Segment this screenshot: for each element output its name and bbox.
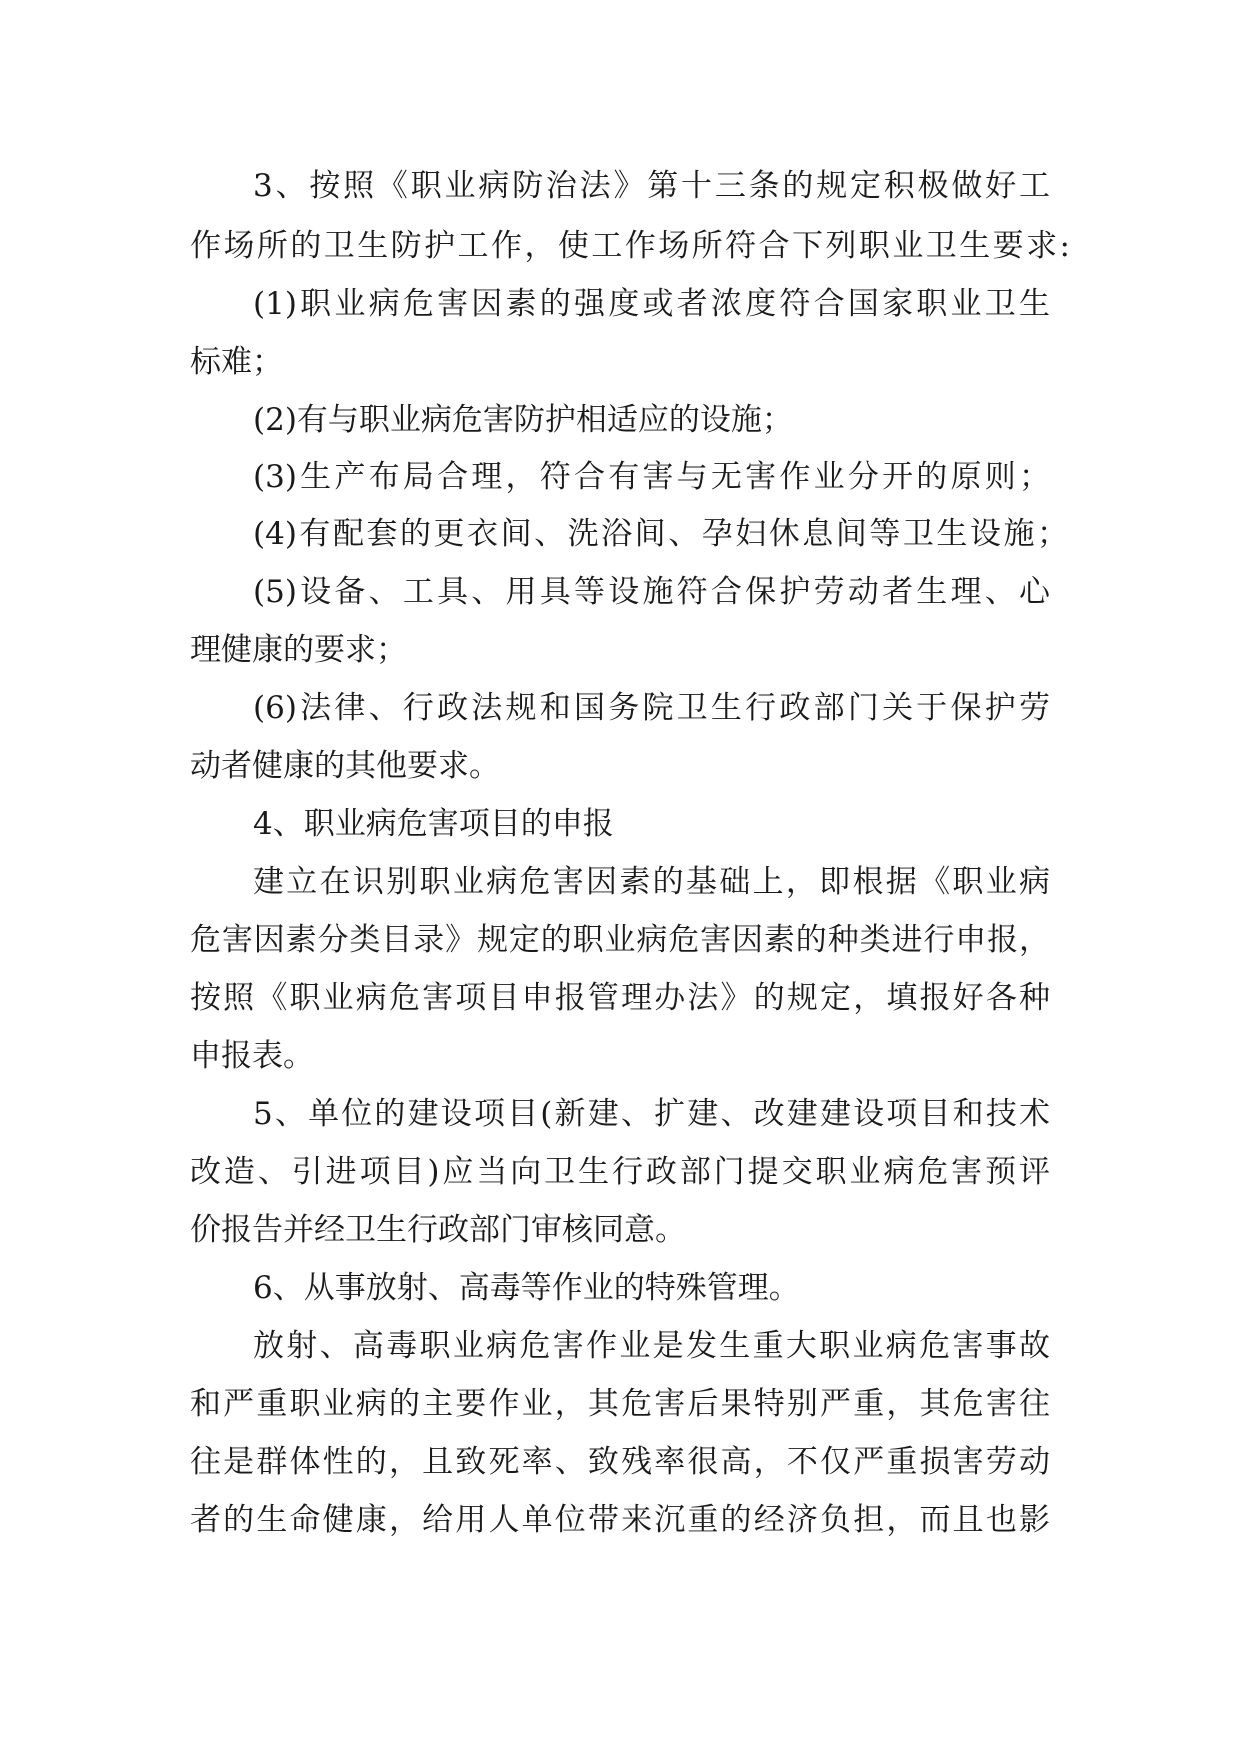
text-line: (6)法律、行政法规和国务院卫生行政部门关于保护劳 <box>253 690 1050 726</box>
text-line: 放射、高毒职业病危害作业是发生重大职业病危害事故 <box>253 1328 1050 1364</box>
text-line: 按照《职业病危害项目申报管理办法》的规定，填报好各种 <box>190 980 1050 1016</box>
text-line: 危害因素分类目录》规定的职业病危害因素的种类进行申报， <box>190 922 1050 958</box>
text-line: 价报告并经卫生行政部门审核同意。 <box>190 1212 686 1248</box>
text-line: 动者健康的其他要求。 <box>190 748 500 784</box>
text-line: 标难； <box>190 344 283 380</box>
text-line: 往是群体性的，且致死率、致残率很高，不仅严重损害劳动 <box>190 1444 1050 1480</box>
text-line: 申报表。 <box>190 1038 314 1074</box>
section-heading: 6、从事放射、高毒等作业的特殊管理。 <box>253 1270 800 1306</box>
text-line: 5、单位的建设项目(新建、扩建、改建建设项目和技术 <box>253 1096 1050 1132</box>
text-line: 和严重职业病的主要作业，其危害后果特别严重，其危害往 <box>190 1386 1050 1422</box>
text-line: 作场所的卫生防护工作，使工作场所符合下列职业卫生要求: <box>190 228 1070 264</box>
text-line: 者的生命健康，给用人单位带来沉重的经济负担，而且也影 <box>190 1502 1050 1538</box>
text-line: (5)设备、工具、用具等设施符合保护劳动者生理、心 <box>253 574 1050 610</box>
section-heading: 4、职业病危害项目的申报 <box>253 806 614 842</box>
text-line: (1)职业病危害因素的强度或者浓度符合国家职业卫生 <box>253 286 1050 322</box>
text-line: 建立在识别职业病危害因素的基础上，即根据《职业病 <box>253 864 1050 900</box>
text-line: (3)生产布局合理，符合有害与无害作业分开的原则； <box>253 459 1050 495</box>
text-line: (4)有配套的更衣间、洗浴间、孕妇休息间等卫生设施； <box>253 516 1068 552</box>
text-line: 改造、引进项目)应当向卫生行政部门提交职业病危害预评 <box>190 1154 1050 1190</box>
text-line: 3、按照《职业病防治法》第十三条的规定积极做好工 <box>253 168 1050 204</box>
text-line: 理健康的要求； <box>190 632 407 668</box>
text-line: (2)有与职业病危害防护相适应的设施； <box>253 402 793 438</box>
